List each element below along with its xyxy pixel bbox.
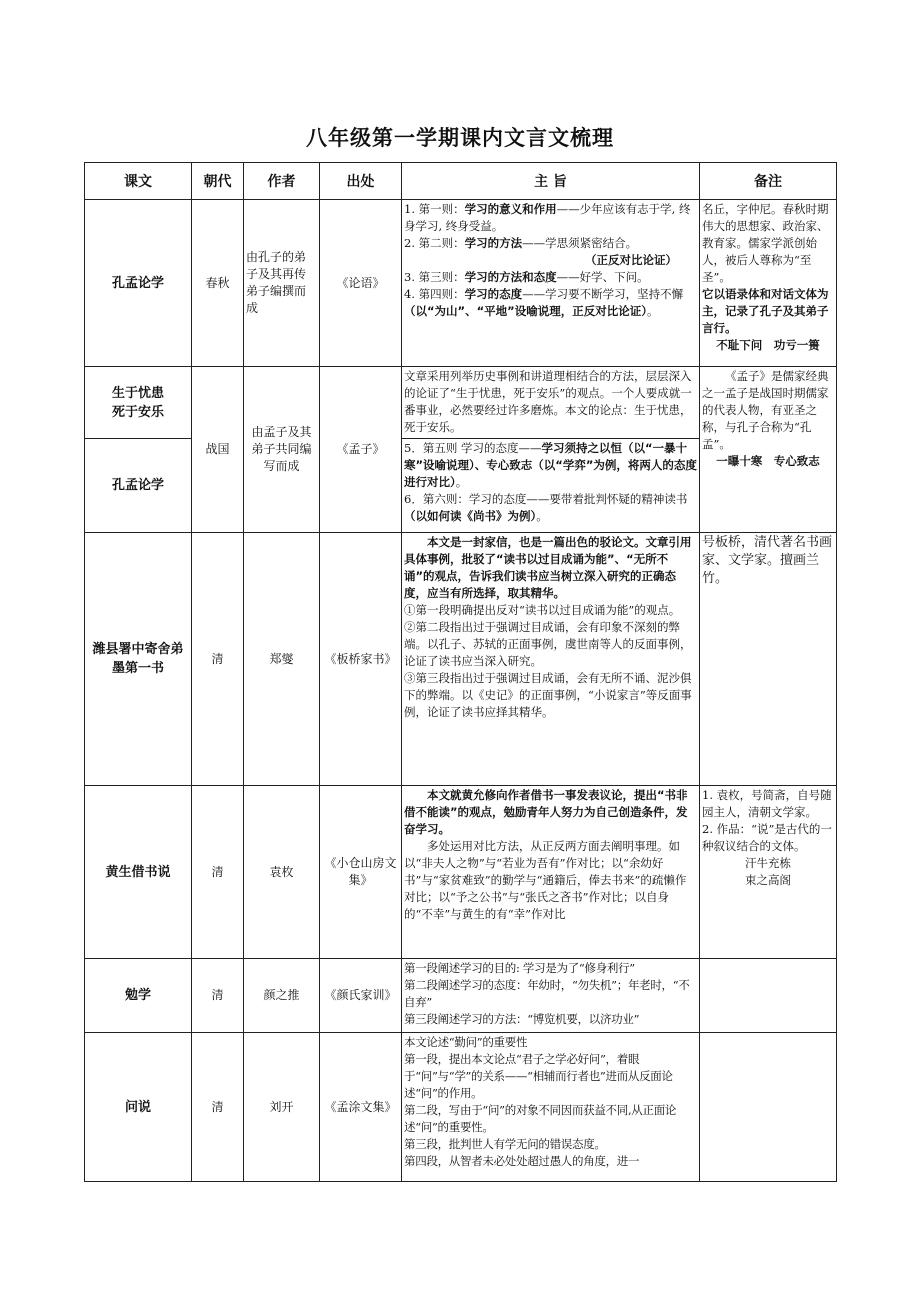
main-point xyxy=(404,286,697,320)
dynasty-cell: 清 xyxy=(192,959,244,1033)
main-point-argument: （以“为山”、“平地”设喻说理，正反对比论证） xyxy=(404,304,647,318)
author-cell: 由孟子及其弟子共同编写而成 xyxy=(244,367,320,533)
main-point: 第一段阐述学习的目的: 学习是为了“修身利行” xyxy=(404,961,635,975)
table-row xyxy=(85,367,837,439)
lesson-title-line: 死于安乐 xyxy=(111,404,164,420)
main-idea-cell xyxy=(402,786,700,959)
main-point-label: 3. 第三则： xyxy=(404,270,465,284)
author-cell: 由孔子的弟子及其再传弟子编撰而成 xyxy=(244,200,320,367)
main-point: 第二段，写由于“问”的对象不同因而获益不同,从正面论述“问”的重要性。 xyxy=(404,1103,677,1134)
note-cell xyxy=(700,367,837,533)
main-summary: 本文是一封家信，也是一篇出色的驳论文。文章引用具体事例，批驳了“读书以过目成诵为能”、“无所不诵”的观点，告诉我们读书应当树立深入研究的正确态度，应当有所选择，取其精华。 xyxy=(404,535,692,600)
main-point-end: 。 xyxy=(455,475,468,489)
main-point-key: 学习的方法 xyxy=(464,236,523,250)
header-text: 课文 xyxy=(85,163,192,200)
note-words: 不耻下问 功亏一篑 xyxy=(716,338,820,352)
main-point-key: 学习须持之以恒（以“一暴十寒”设喻说理）、专心致志（以“学弈”为例，将两人的态度进行对比） xyxy=(404,441,697,489)
header-author: 作者 xyxy=(244,163,320,200)
main-point-detail: ——少年应该有志于学, 终身学习, 终身受益。 xyxy=(404,202,691,233)
note-text: 号板桥，清代著名书画家、文学家。擅画兰竹。 xyxy=(702,535,833,586)
lesson-title: 孔孟论学 xyxy=(85,200,192,367)
main-point-end: 。 xyxy=(536,509,548,523)
main-point-label: 4. 第四则： xyxy=(404,287,465,301)
lesson-title: 孔孟论学 xyxy=(85,439,192,533)
main-point-detail: ——好学、下问。 xyxy=(556,270,649,284)
header-dynasty: 朝代 xyxy=(192,163,244,200)
main-point xyxy=(404,235,697,252)
main-point: ①第一段明确提出反对“读书以过目成诵为能”的观点。 xyxy=(404,603,681,617)
lesson-title: 潍县署中寄舍弟墨第一书 xyxy=(85,533,192,786)
document-title: 八年级第一学期课内文言文梳理 xyxy=(306,126,614,150)
main-point: 第四段，从智者未必处处超过愚人的角度，进一 xyxy=(404,1154,640,1168)
table-row xyxy=(85,533,837,786)
dynasty-cell: 清 xyxy=(192,1033,244,1182)
main-point-argument: （以如何读《尚书》为例） xyxy=(404,509,537,523)
source-cell: 《论语》 xyxy=(320,200,402,367)
table-row xyxy=(85,200,837,367)
note-text: 1. 袁枚，号简斋，自号随园主人，清朝文学家。 xyxy=(702,788,832,819)
main-point: 第一段，提出本文论点“君子之学必好问”，着眼于“问”与“学”的关系——“相辅而行者也”进而从反面论述“问”的作用。 xyxy=(404,1052,673,1100)
source-cell: 《孟子》 xyxy=(320,367,402,533)
source-cell: 《颜氏家训》 xyxy=(320,959,402,1033)
main-point: 第三段，批判世人有学无问的错误态度。 xyxy=(404,1137,606,1151)
main-point xyxy=(404,269,697,286)
lesson-title: 勉学 xyxy=(85,959,192,1033)
main-point-key: 学习的态度 xyxy=(464,287,523,301)
main-point: ③第三段指出过于强调过目成诵，会有无所不诵、泥沙俱下的弊端。以《史记》的正面事例，“小说家言”等反面事例，论证了读书应择其精华。 xyxy=(404,671,692,719)
main-point: 本文论述“勤问”的重要性 xyxy=(404,1035,528,1049)
table-row xyxy=(85,786,837,959)
main-point-end: 。 xyxy=(646,304,659,318)
lesson-title-line: 生于忧患 xyxy=(111,385,164,401)
main-point xyxy=(404,440,697,491)
main-summary: 本文就黄允修向作者借书一事发表议论，提出“书非借不能读”的观点，勉励青年人努力为自己创造条件，发奋学习。 xyxy=(404,788,688,836)
author-cell: 郑燮 xyxy=(244,533,320,786)
note-cell xyxy=(700,786,837,959)
source-cell: 《小仓山房文集》 xyxy=(320,786,402,959)
dynasty-cell: 春秋 xyxy=(192,200,244,367)
note-words: 汗牛充栋 xyxy=(745,856,791,870)
main-point: ②第二段指出过于强调过目成诵，会有印象不深刻的弊端。以孔子、苏轼的正面事例，虞世南等人的反面事例，论证了读书应当深入研究。 xyxy=(404,620,692,668)
main-point xyxy=(404,201,697,235)
dynasty-cell: 清 xyxy=(192,786,244,959)
main-idea-cell: 文章采用列举历史事例和讲道理相结合的方法，层层深入的论证了“生于忧患，死于安乐”的观点。一个人要成就一番事业，必然要经过许多磨炼。本文的论点：生于忧患，死于安乐。 xyxy=(402,367,700,439)
note-cell xyxy=(700,1033,837,1182)
main-idea-cell xyxy=(402,1033,700,1182)
note-cell xyxy=(700,200,837,367)
main-point-detail: ——学习要不断学习，坚持不懈 xyxy=(522,287,684,301)
main-point: 第三段阐述学习的方法：“博览机要，以济功业” xyxy=(404,1012,640,1026)
lesson-title: 黄生借书说 xyxy=(85,786,192,959)
author-cell: 袁枚 xyxy=(244,786,320,959)
author-cell: 颜之推 xyxy=(244,959,320,1033)
main-point-detail: ——学思须紧密结合。 xyxy=(522,236,638,250)
main-point-argument: （正反对比论证） xyxy=(585,253,677,267)
header-source: 出处 xyxy=(320,163,402,200)
main-idea-cell xyxy=(402,200,700,367)
note-text: 名丘，字仲尼。春秋时期伟大的思想家、政治家、教育家。儒家学派创始人，被后人尊称为“至圣”。 xyxy=(702,202,829,284)
dynasty-cell: 战国 xyxy=(192,367,244,533)
table-row xyxy=(85,959,837,1033)
main-idea-cell xyxy=(402,439,700,533)
main-idea-cell xyxy=(402,533,700,786)
main-point-label: 6．第六则：学习的态度——要带着批判怀疑的精神读书 xyxy=(404,492,688,506)
main-point-label: 5．第五则 学习的态度—— xyxy=(404,441,542,455)
lesson-title: 问说 xyxy=(85,1033,192,1182)
summary-table xyxy=(84,162,837,1182)
note-cell xyxy=(700,533,837,786)
note-words: 一曝十寒 专心致志 xyxy=(716,454,820,468)
source-cell: 《板桥家书》 xyxy=(320,533,402,786)
header-notes: 备注 xyxy=(700,163,837,200)
header-main-idea: 主 旨 xyxy=(402,163,700,200)
note-cell xyxy=(700,959,837,1033)
source-cell: 《孟涂文集》 xyxy=(320,1033,402,1182)
main-point-label: 1. 第一则： xyxy=(404,202,465,216)
main-idea-cell xyxy=(402,959,700,1033)
table-row xyxy=(85,1033,837,1182)
dynasty-cell: 清 xyxy=(192,533,244,786)
lesson-title xyxy=(85,367,192,439)
note-text: 《孟子》是儒家经典之一孟子是战国时期儒家的代表人物，有亚圣之称，与孔子合称为“孔孟”。 xyxy=(702,369,829,451)
note-text: 2. 作品：“说”是古代的一种叙议结合的文体。 xyxy=(702,822,832,853)
main-point xyxy=(404,491,697,525)
main-point-key: 学习的方法和态度 xyxy=(464,270,557,284)
author-cell: 刘开 xyxy=(244,1033,320,1182)
main-point: 多处运用对比方法，从正反两方面去阐明事理。如以“非夫人之物”与“若业为吾有”作对比；以“余幼好书”与“家贫难致”的勤学与“通籍后，俸去书来”的疏懒作对比；以“予之公书”与“张氏之吝书”作对比；以自身的“不幸”与黄生的有“幸”作对比 xyxy=(404,839,687,921)
note-key: 它以语录体和对话文体为主，记录了孔子及其弟子言行。 xyxy=(702,287,829,335)
main-point-label: 2. 第二则： xyxy=(404,236,465,250)
table-header-row xyxy=(85,163,837,200)
main-point-key: 学习的意义和作用 xyxy=(464,202,557,216)
main-point: 第二段阐述学习的态度：年幼时，“勿失机”；年老时，“不自弃” xyxy=(404,978,690,1009)
note-words: 束之高阁 xyxy=(745,873,791,887)
